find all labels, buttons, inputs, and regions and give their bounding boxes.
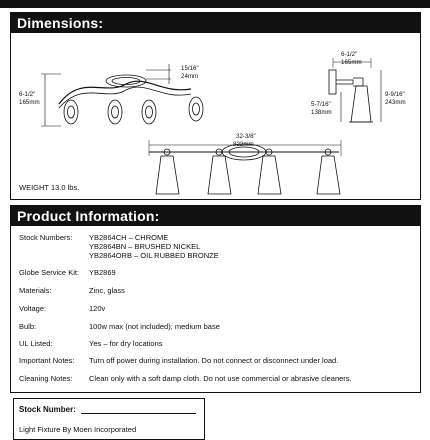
product-info-heading: Product Information: — [11, 206, 420, 226]
manufacturer-text: Light Fixture By Moen Incorporated — [19, 425, 137, 434]
info-value: 100w max (not included); medium base — [89, 322, 220, 331]
front-depth-label: 15/16" — [181, 65, 199, 72]
info-value — [89, 233, 219, 260]
info-value: Clean only with a soft damp cloth. Do not use commercial or abrasive cleaners. — [89, 374, 352, 383]
weight-text: WEIGHT 13.0 lbs. — [19, 183, 80, 192]
dimension-drawings — [11, 34, 420, 199]
top-header-bar — [0, 0, 430, 8]
info-label: Voltage: — [19, 304, 47, 313]
dimensions-panel — [10, 12, 421, 200]
front-depth-mm-label: 24mm — [181, 73, 199, 80]
info-value: Yes – for dry locations — [89, 339, 163, 348]
front-height-label: 6-1/2" — [19, 91, 36, 98]
overall-width-mm-label: 822mm — [233, 141, 254, 148]
side-depth-label: 6-1/2" — [341, 51, 358, 58]
side-height-mm-label: 243mm — [385, 99, 406, 106]
info-label: Cleaning Notes: — [19, 374, 73, 383]
front-view-drawing — [59, 75, 203, 124]
dimensions-heading: Dimensions: — [11, 13, 420, 33]
info-label: Important Notes: — [19, 356, 75, 365]
info-value: Turn off power during installation. Do not connect or disconnect under load. — [89, 356, 339, 365]
info-label: UL Listed: — [19, 339, 53, 348]
stock-number-brushed-nickel: YB2864BN – BRUSHED NICKEL — [89, 242, 201, 251]
overall-width-label: 32-3/8" — [236, 133, 256, 140]
side-view-drawing — [329, 70, 373, 122]
side-shade-label: 5-7/16" — [311, 101, 331, 108]
info-label: Bulb: — [19, 322, 37, 331]
info-label: Materials: — [19, 286, 52, 295]
info-value: YB2869 — [89, 268, 116, 277]
info-value: Zinc, glass — [89, 286, 125, 295]
stock-number-entry-line[interactable] — [81, 413, 196, 414]
product-info-panel — [10, 205, 421, 393]
front-height-mm-label: 165mm — [19, 99, 40, 106]
info-label: Stock Numbers: — [19, 233, 73, 242]
info-label: Globe Service Kit: — [19, 268, 80, 277]
side-height-label: 9-9/16" — [385, 91, 405, 98]
stock-number-label: Stock Number: — [19, 405, 76, 414]
stock-number-oil-rubbed-bronze: YB2864ORB – OIL RUBBED BRONZE — [89, 251, 219, 260]
side-shade-mm-label: 138mm — [311, 109, 332, 116]
stock-number-box — [13, 398, 205, 440]
info-value: 120v — [89, 304, 106, 313]
side-depth-mm-label: 165mm — [341, 59, 362, 66]
overall-front-drawing — [149, 144, 340, 194]
stock-number-chrome: YB2864CH – CHROME — [89, 233, 169, 242]
